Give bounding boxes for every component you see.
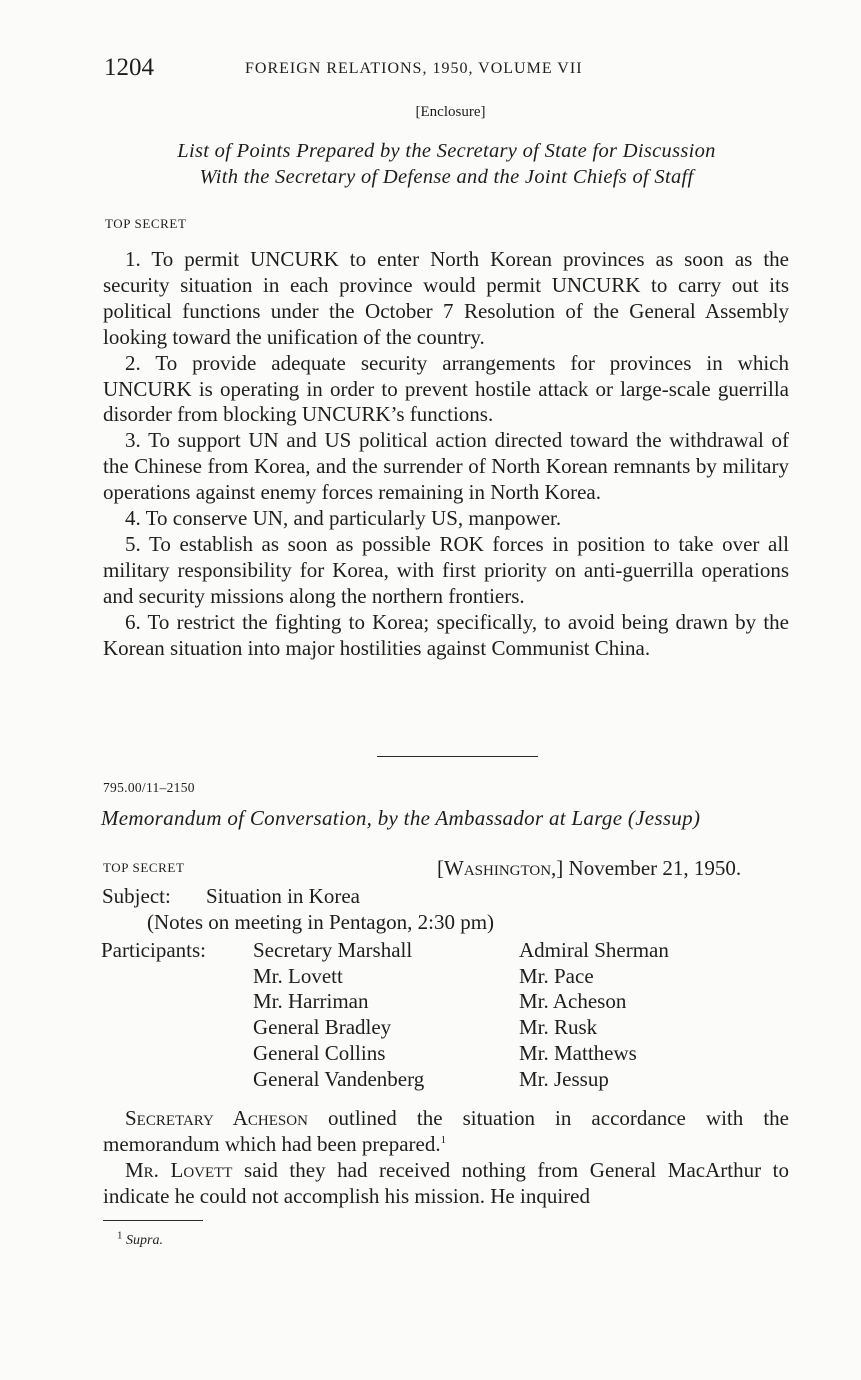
subject-label: Subject:	[102, 884, 171, 908]
participants-label: Participants:	[101, 938, 206, 962]
memo-classification: TOP SECRET	[103, 860, 185, 875]
speaker-name: Mr. Lovett	[125, 1157, 233, 1182]
page-number: 1204	[104, 54, 154, 81]
footnote	[117, 1229, 163, 1249]
point-item: 5. To establish as soon as possible ROK forces in position to take over all military responsibility for Korea, with first priority on anti-guerrilla operations and security missions along the northern frontiers.	[103, 531, 789, 608]
speaker-name: Secretary Acheson	[125, 1106, 308, 1130]
participant-name: General Vandenberg	[253, 1066, 425, 1091]
participant-name: Mr. Rusk	[519, 1015, 598, 1040]
participant-name: Admiral Sherman	[519, 938, 669, 962]
footnote-text: Supra.	[126, 1233, 163, 1248]
paragraph-text: said they had received nothing from General MacArthur to indicate he could not accomplish his mission. He inquired	[103, 1157, 789, 1208]
point-item: 6. To restrict the fighting to Korea; specifically, to avoid being drawn by the Korean situation into major hostilities against Communist China.	[103, 609, 789, 660]
participants-column-2	[519, 938, 669, 1092]
participant-name: Mr. Acheson	[519, 989, 627, 1014]
memo-title: Memorandum of Conversation, by the Ambassador at Large (Jessup)	[101, 806, 701, 830]
participant-name: General Collins	[253, 1040, 386, 1065]
enclosure-title-line-2: With the Secretary of Defense and the Joint Chiefs of Staff	[199, 166, 694, 188]
file-number: 795.00/11–2150	[103, 780, 195, 795]
points-list	[103, 247, 789, 662]
dateline-date: November 21, 1950.	[568, 856, 742, 880]
memo-paragraph	[103, 1158, 789, 1210]
classification-marking: TOP SECRET	[105, 216, 187, 231]
participant-name: Mr. Harriman	[253, 989, 369, 1014]
footnote-reference: 1	[440, 1133, 447, 1146]
participant-name: Mr. Jessup	[519, 1066, 609, 1091]
running-head: FOREIGN RELATIONS, 1950, VOLUME VII	[245, 60, 583, 77]
participants-column-1	[253, 938, 424, 1092]
point-item: 3. To support UN and US political action directed toward the withdrawal of the Chinese from Korea, and the surrender of North Korean remnants by military operations against enemy forces remaining in North Korea.	[103, 428, 789, 505]
memo-paragraph	[103, 1106, 789, 1158]
point-item: 2. To provide adequate security arrangements for provinces in which UNCURK is operating in order to prevent hostile attack or large-scale guerrilla disorder from blocking UNCURK’s functions.	[103, 350, 789, 427]
memo-body	[103, 1106, 789, 1210]
meeting-notes: (Notes on meeting in Pentagon, 2:30 pm)	[147, 910, 495, 934]
participant-name: Mr. Pace	[519, 963, 594, 988]
participant-name: General Bradley	[253, 1015, 392, 1040]
enclosure-title	[100, 138, 793, 190]
participant-name: Mr. Lovett	[253, 963, 343, 988]
point-item: 4. To conserve UN, and particularly US, manpower.	[125, 506, 562, 531]
section-divider	[377, 756, 538, 757]
footnote-marker: 1	[117, 1229, 123, 1242]
enclosure-title-line-1: List of Points Prepared by the Secretary of State for Discussion	[177, 140, 716, 162]
point-item: 1. To permit UNCURK to enter North Korean provinces as soon as the security situation in each province would permit UNCURK to carry out its political functions under the October 7 Resolution of the General Assembly looking toward the unification of the country.	[103, 247, 789, 349]
dateline	[437, 856, 741, 881]
footnote-rule	[103, 1220, 203, 1221]
subject-value: Situation in Korea	[206, 884, 360, 908]
participant-name: Mr. Matthews	[519, 1040, 637, 1065]
paragraph-text: outlined the situation in accordance with the memorandum which had been prepared.	[103, 1106, 789, 1156]
participant-name: Secretary Marshall	[253, 938, 413, 962]
dateline-place: [Washington,]	[437, 856, 564, 880]
enclosure-label: [Enclosure]	[415, 104, 486, 120]
